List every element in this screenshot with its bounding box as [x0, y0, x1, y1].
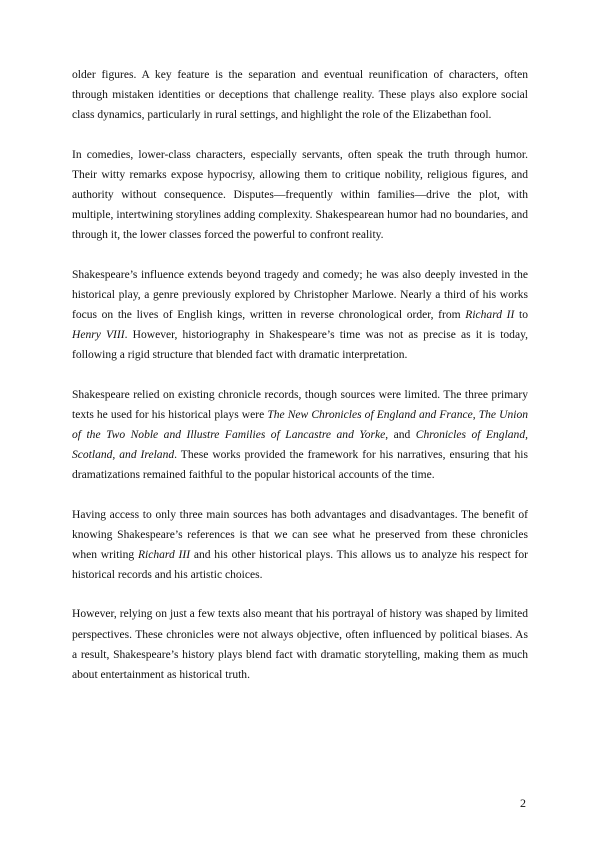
italic-title: Chronicles of England, Scotland, and Ireland — [72, 429, 528, 462]
text-run: Shakespeare relied on existing chronicle records, though sources were limited. The three primary texts he used for his historical plays were — [72, 388, 528, 421]
text-run: In comedies, lower-class characters, especially servants, often speak the truth through humor. Their witty remarks expose hypocrisy, allowing them to critique nobility, religious figures, and authority without consequence. Disputes—frequently within families—drive the plot, with multiple, intertwining storylines adding complexity. Shakespearean humor had no boundaries, and through it, the lower classes forced the powerful to confront reality. — [72, 148, 528, 242]
paragraph — [72, 65, 528, 126]
paragraph — [72, 145, 528, 246]
page-number: 2 — [520, 796, 526, 810]
text-run: However, relying on just a few texts also meant that his portrayal of history was shaped by limited perspectives. These chronicles were not always objective, often influenced by political biases. As a result, Shakespeare’s history plays blend fact with dramatic storytelling, making them as much about entertainment as historical truth. — [72, 608, 528, 682]
italic-title: Henry VIII — [72, 329, 125, 342]
text-run: older figures. A key feature is the separation and eventual reunification of characters, often through mistaken identities or deceptions that challenge reality. These plays also explore social class dynamics, particularly in rural settings, and highlight the role of the Elizabethan fool. — [72, 69, 528, 122]
italic-title: Richard II — [465, 309, 515, 322]
italic-title: Richard III — [137, 549, 191, 562]
body-text — [72, 65, 528, 704]
text-run: to — [514, 309, 528, 322]
text-run: Shakespeare’s influence extends beyond tragedy and comedy; he was also deeply invested in the historical play, a genre previously explored by Christopher Marlowe. Nearly a third of his works focus on the lives of English kings, written in reverse chronological order, from — [72, 268, 528, 322]
paragraph — [72, 265, 528, 366]
text-run: , — [472, 408, 479, 421]
paragraph — [72, 604, 528, 685]
text-run: , and — [385, 429, 416, 442]
text-run: Having access to only three main sources has both advantages and disadvantages. The benefit of knowing Shakespeare’s references is that we can see what he preserved from these chronicles when writing — [72, 508, 528, 562]
text-run: . These works provided the framework for his narratives, ensuring that his dramatizations remained faithful to the popular historical accounts of the time. — [72, 449, 528, 482]
paragraph — [72, 505, 528, 586]
text-run: and his other historical plays. This allows us to analyze his respect for historical records and his artistic choices. — [72, 549, 529, 582]
italic-title: The Union of the Two Noble and Illustre Families of Lancastre and Yorke — [72, 408, 528, 442]
text-run: . However, historiography in Shakespeare’s time was not as precise as it is today, following a rigid structure that blended fact with dramatic interpretation. — [72, 329, 528, 362]
italic-title: The New Chronicles of England and France — [267, 408, 473, 421]
paragraph — [72, 385, 528, 486]
